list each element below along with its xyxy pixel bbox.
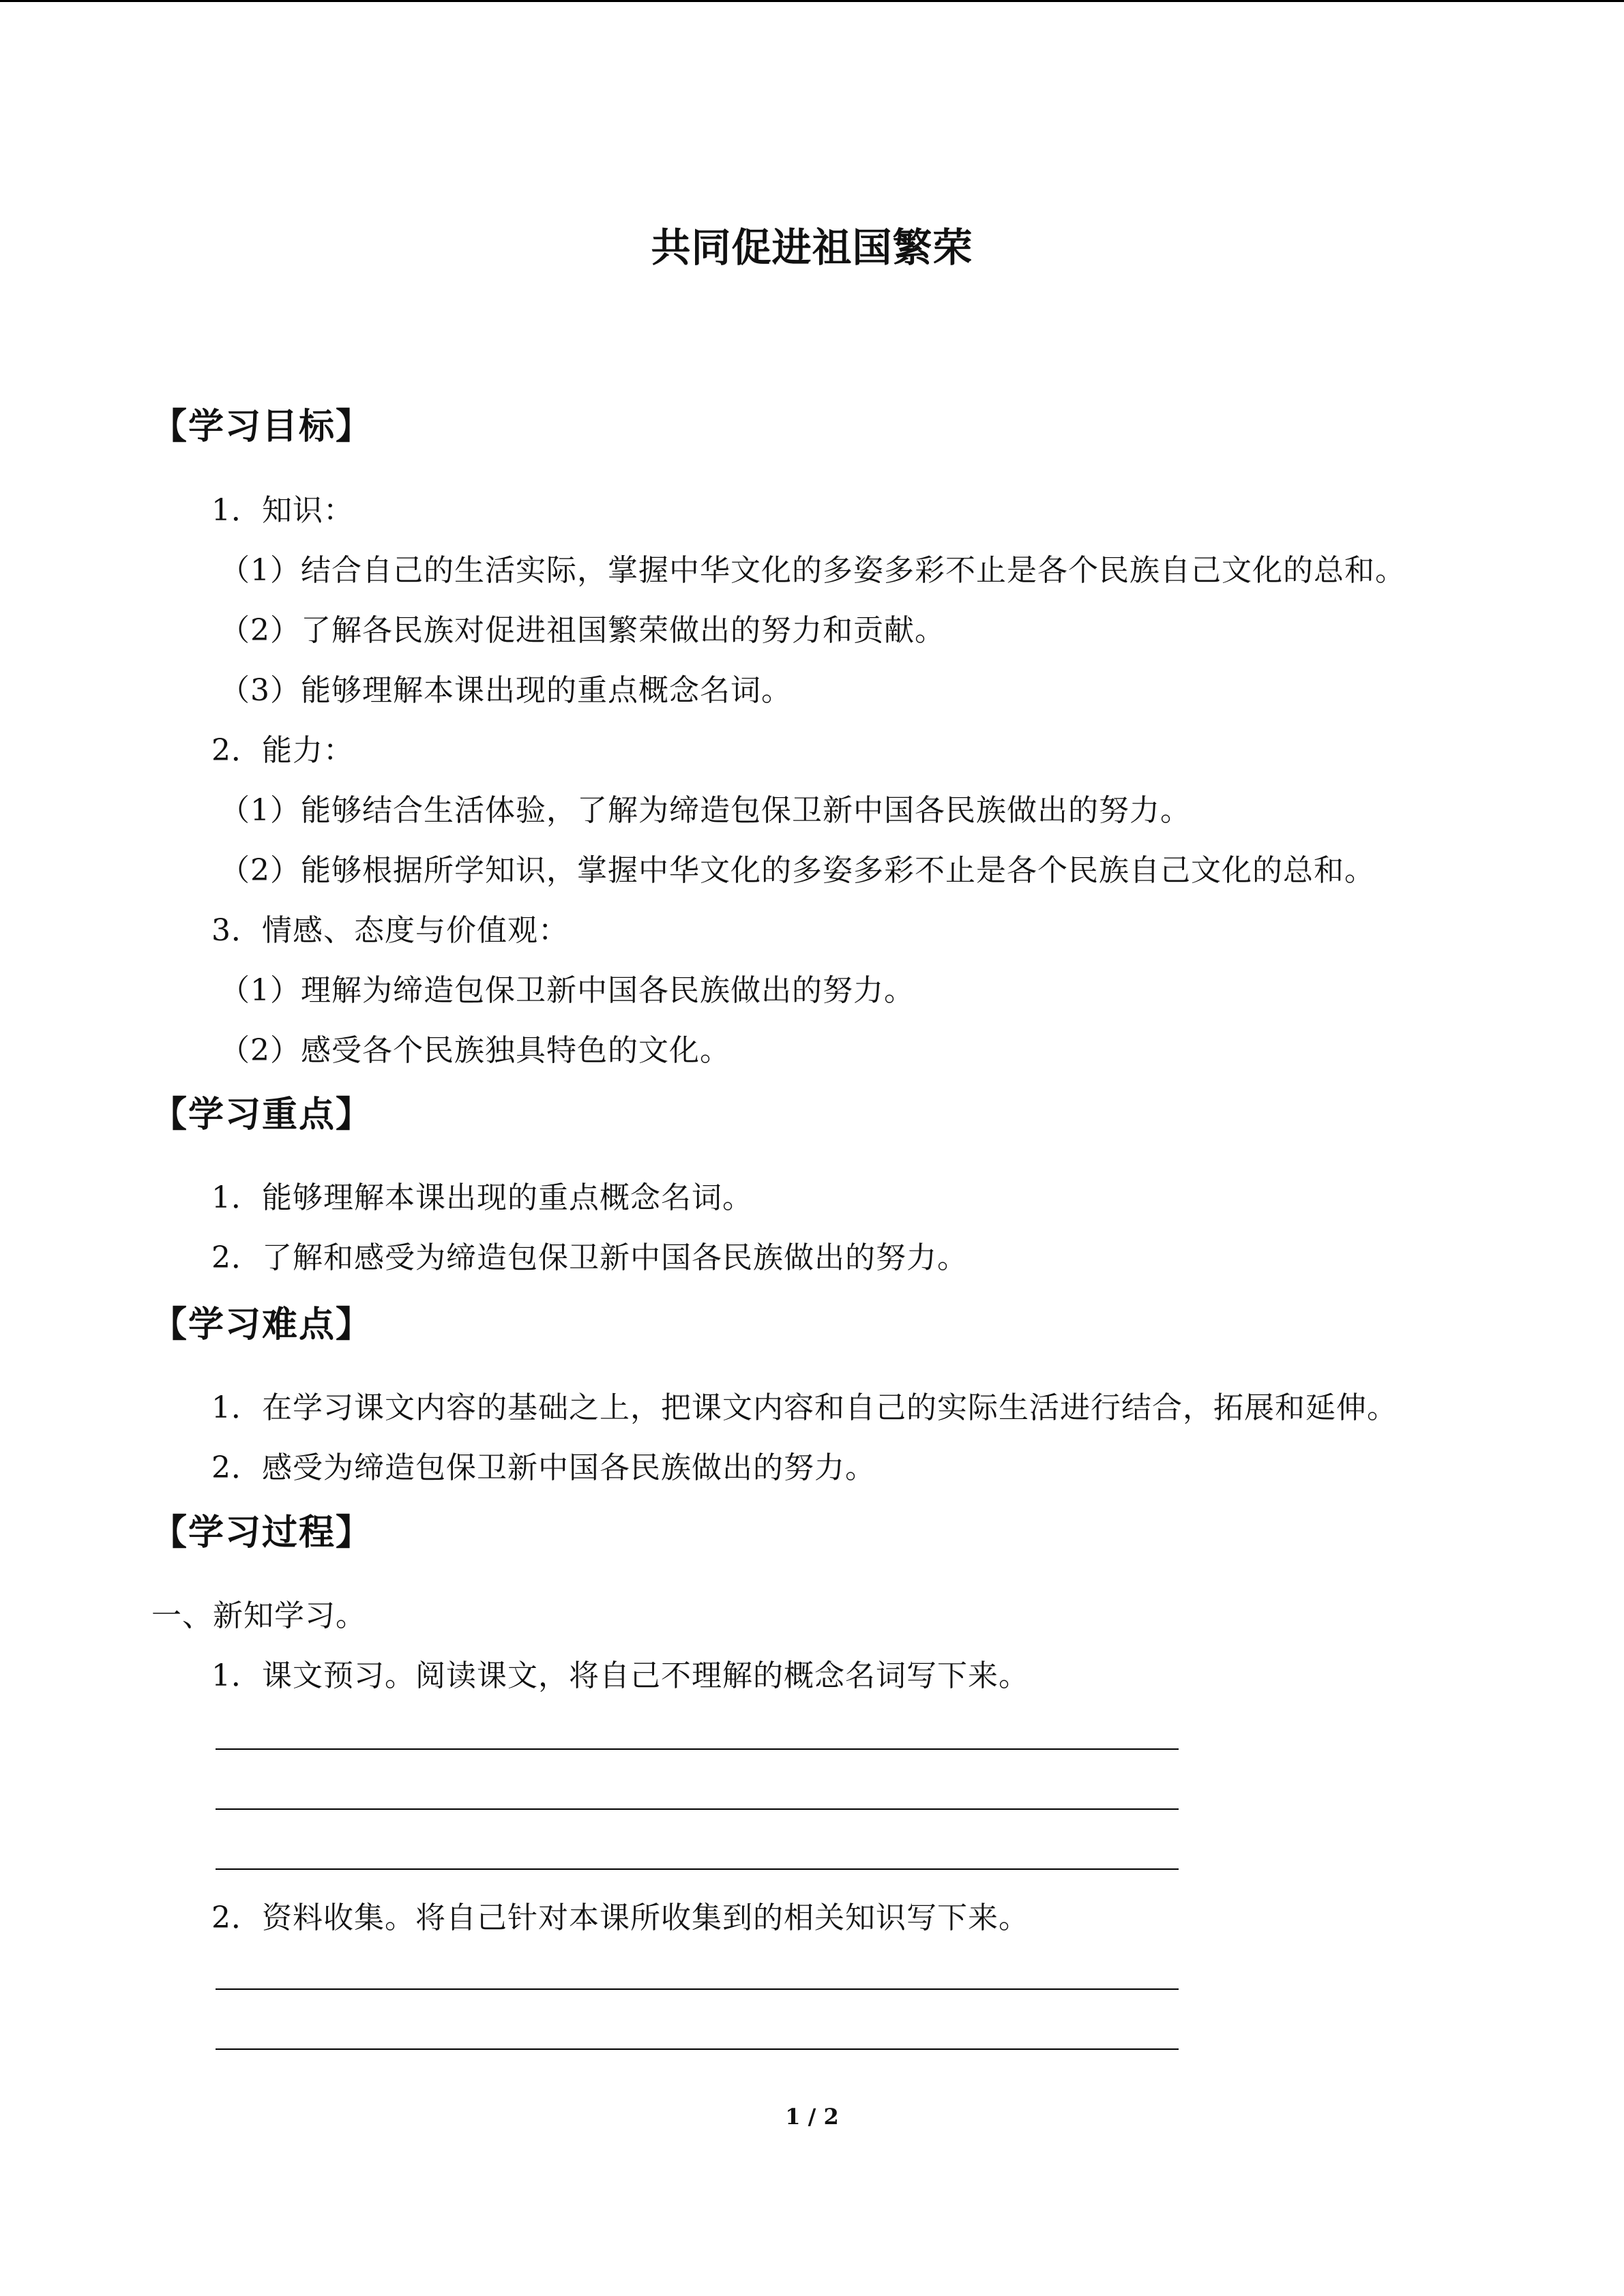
page-number: 1 / 2 <box>785 2104 839 2130</box>
ability-item: （1）能够结合生活体验，了解为缔造包保卫新中国各民族做出的努力。 <box>220 793 1191 828</box>
key-points-heading: 【学习重点】 <box>151 1094 373 1135</box>
difficulty-item: 1．在学习课文内容的基础之上，把课文内容和自己的实际生活进行结合，拓展和延伸。 <box>211 1390 1398 1425</box>
answer-line[interactable] <box>216 1988 1179 1990</box>
difficulties-heading: 【学习难点】 <box>151 1304 373 1345</box>
ability-label: 2．能力： <box>211 733 354 768</box>
task-2: 2．资料收集。将自己针对本课所收集到的相关知识写下来。 <box>211 1900 1029 1935</box>
emotion-item: （1）理解为缔造包保卫新中国各民族做出的努力。 <box>220 973 915 1008</box>
section-label: 一、新知学习。 <box>151 1598 366 1633</box>
difficulty-item: 2．感受为缔造包保卫新中国各民族做出的努力。 <box>211 1450 876 1485</box>
emotion-label: 3．情感、态度与价值观： <box>211 913 569 948</box>
top-border <box>0 0 1624 2</box>
answer-line[interactable] <box>216 1868 1179 1870</box>
task-1: 1．课文预习。阅读课文，将自己不理解的概念名词写下来。 <box>211 1658 1029 1693</box>
key-point-item: 2．了解和感受为缔造包保卫新中国各民族做出的努力。 <box>211 1240 968 1275</box>
key-point-item: 1．能够理解本课出现的重点概念名词。 <box>211 1180 753 1215</box>
answer-line[interactable] <box>216 1808 1179 1810</box>
knowledge-label: 1．知识： <box>211 493 354 528</box>
answer-line[interactable] <box>216 1748 1179 1750</box>
answer-line[interactable] <box>216 2048 1179 2050</box>
knowledge-item: （3）能够理解本课出现的重点概念名词。 <box>220 673 792 708</box>
knowledge-item: （1）结合自己的生活实际，掌握中华文化的多姿多彩不止是各个民族自己文化的总和。 <box>220 553 1406 588</box>
knowledge-item: （2）了解各民族对促进祖国繁荣做出的努力和贡献。 <box>220 613 945 648</box>
document-title: 共同促进祖国繁荣 <box>651 224 973 271</box>
emotion-item: （2）感受各个民族独具特色的文化。 <box>220 1033 730 1068</box>
objectives-heading: 【学习目标】 <box>151 406 373 447</box>
ability-item: （2）能够根据所学知识，掌握中华文化的多姿多彩不止是各个民族自己文化的总和。 <box>220 853 1375 888</box>
process-heading: 【学习过程】 <box>151 1512 373 1553</box>
